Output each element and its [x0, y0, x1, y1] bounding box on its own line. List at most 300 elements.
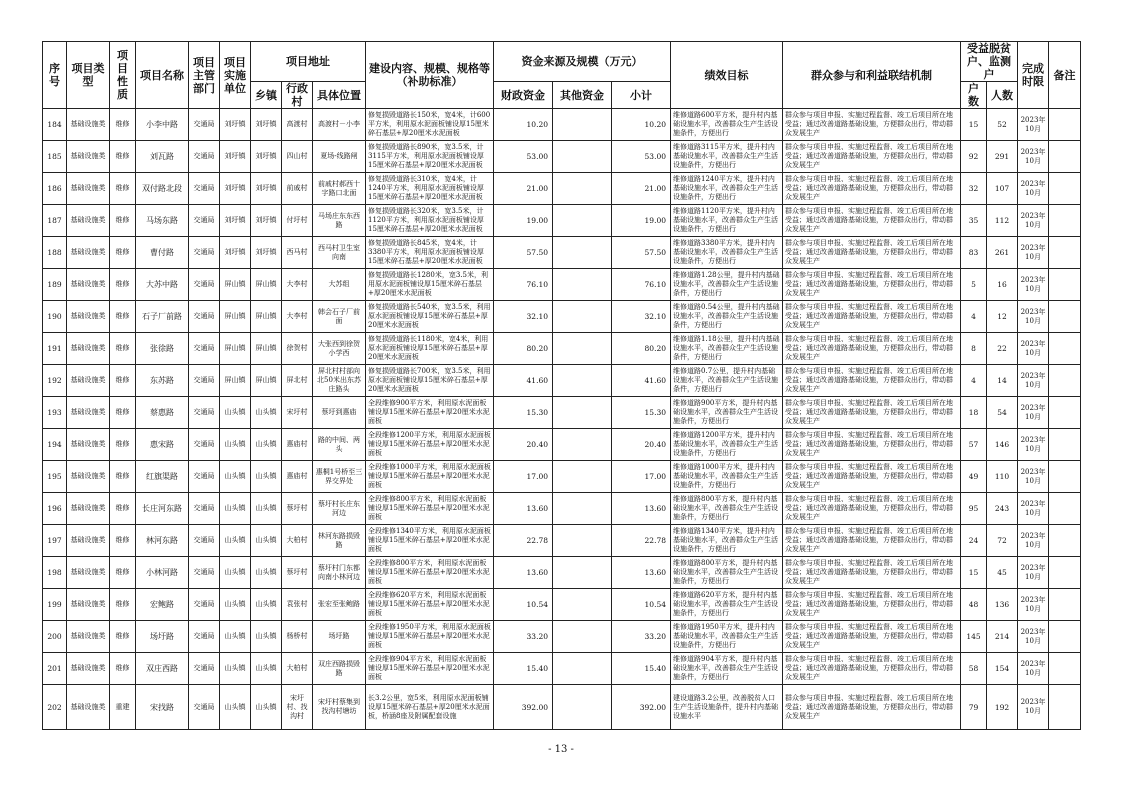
col-header-name: 项目名称 — [136, 42, 189, 109]
table-row — [43, 557, 1081, 589]
cell-location: 惠桐1号桥至三界交界处 — [313, 461, 366, 493]
cell-target: 维修道路1240平方米，提升村内基础设施水平，改善群众生产生活设施条件，方便出行 — [671, 173, 783, 205]
cell-content: 长3.2公里，宽5米，利用原水泥面板铺设厚15厘米碎石基层+厚20厘米水泥面板，桥涵8座及附属配套设施 — [366, 685, 494, 730]
cell-nature: 维修 — [110, 589, 136, 621]
col-header-nature: 项目性质 — [110, 42, 136, 109]
col-header-address: 项目地址 — [251, 42, 366, 82]
cell-town: 刘圩镇 — [251, 205, 282, 237]
cell-fiscal: 19.00 — [494, 205, 553, 237]
cell-type: 基础设施类 — [67, 205, 110, 237]
cell-households: 95 — [961, 493, 987, 525]
cell-persons: 45 — [987, 557, 1018, 589]
cell-households: 83 — [961, 237, 987, 269]
cell-remark — [1049, 557, 1081, 589]
cell-fiscal: 57.50 — [494, 237, 553, 269]
cell-dept: 交通局 — [189, 493, 220, 525]
cell-subtotal: 15.40 — [612, 653, 671, 685]
project-table — [42, 41, 1081, 730]
cell-households: 8 — [961, 333, 987, 365]
cell-deadline: 2023年10月 — [1018, 653, 1049, 685]
cell-dept: 交通局 — [189, 653, 220, 685]
cell-deadline: 2023年10月 — [1018, 269, 1049, 301]
cell-content: 全段维修1200平方米，利用原水泥面板铺设厚15厘米碎石基层+厚20厘米水泥面板 — [366, 429, 494, 461]
cell-village: 前戚村 — [282, 173, 313, 205]
cell-village: 袁张村 — [282, 589, 313, 621]
cell-village: 大柏村 — [282, 525, 313, 557]
cell-name: 东苏路 — [136, 365, 189, 397]
cell-nature: 维修 — [110, 493, 136, 525]
cell-remark — [1049, 141, 1081, 173]
cell-deadline: 2023年10月 — [1018, 173, 1049, 205]
cell-content: 全段维修1950平方米，利用原水泥面板铺设厚15厘米碎石基层+厚20厘米水泥面板 — [366, 621, 494, 653]
cell-seq: 196 — [43, 493, 67, 525]
cell-households: 79 — [961, 685, 987, 730]
cell-location: 韩会石子厂前面 — [313, 301, 366, 333]
cell-type: 基础设施类 — [67, 589, 110, 621]
cell-households: 145 — [961, 621, 987, 653]
cell-persons: 146 — [987, 429, 1018, 461]
cell-type: 基础设施类 — [67, 333, 110, 365]
table-row — [43, 205, 1081, 237]
cell-seq: 194 — [43, 429, 67, 461]
cell-other — [553, 205, 612, 237]
cell-fiscal: 32.10 — [494, 301, 553, 333]
cell-mechanism: 群众参与项目申报、实施过程监督、竣工后项目所在地受益；通过改善道路基础设施，方便群众出行，带动群众发展生产 — [783, 589, 961, 621]
cell-location: 蔡圩村门东都向南小林河边 — [313, 557, 366, 589]
cell-subtotal: 15.30 — [612, 397, 671, 429]
cell-name: 石子厂前路 — [136, 301, 189, 333]
cell-location: 场圩路 — [313, 621, 366, 653]
cell-seq: 191 — [43, 333, 67, 365]
cell-village: 蔡圩村 — [282, 493, 313, 525]
cell-fiscal: 17.00 — [494, 461, 553, 493]
cell-village: 惠庙村 — [282, 429, 313, 461]
cell-deadline: 2023年10月 — [1018, 301, 1049, 333]
cell-content: 全段维修1000平方米，利用原水泥面板铺设厚15厘米碎石基层+厚20厘米水泥面板 — [366, 461, 494, 493]
cell-mechanism: 群众参与项目申报、实施过程监督、竣工后项目所在地受益；通过改善道路基础设施，方便群众出行，带动群众发展生产 — [783, 429, 961, 461]
table-row — [43, 461, 1081, 493]
cell-village: 杨桥村 — [282, 621, 313, 653]
cell-households: 5 — [961, 269, 987, 301]
cell-fiscal: 22.78 — [494, 525, 553, 557]
cell-subtotal: 13.60 — [612, 493, 671, 525]
cell-fiscal: 15.40 — [494, 653, 553, 685]
cell-remark — [1049, 653, 1081, 685]
cell-village: 宋圩村、找沟村 — [282, 685, 313, 730]
col-header-subtotal: 小计 — [612, 82, 671, 109]
cell-nature: 重建 — [110, 685, 136, 730]
col-header-seq: 序号 — [43, 42, 67, 109]
cell-other — [553, 269, 612, 301]
cell-town: 山头镇 — [251, 653, 282, 685]
cell-nature: 维修 — [110, 173, 136, 205]
cell-dept: 交通局 — [189, 429, 220, 461]
col-header-deadline: 完成时限 — [1018, 42, 1049, 109]
cell-deadline: 2023年10月 — [1018, 141, 1049, 173]
cell-name: 宋找路 — [136, 685, 189, 730]
cell-name: 双庄西路 — [136, 653, 189, 685]
cell-persons: 136 — [987, 589, 1018, 621]
cell-target: 维修道路1.18公里，提升村内基础设施水平，改善群众生产生活设施条件，方便出行 — [671, 333, 783, 365]
cell-households: 24 — [961, 525, 987, 557]
cell-location: 大苏组 — [313, 269, 366, 301]
cell-subtotal: 32.10 — [612, 301, 671, 333]
cell-type: 基础设施类 — [67, 365, 110, 397]
cell-target: 维修道路900平方米，提升村内基础设施水平，改善群众生产生活设施条件，方便出行 — [671, 397, 783, 429]
cell-households: 4 — [961, 301, 987, 333]
cell-nature: 维修 — [110, 109, 136, 141]
cell-other — [553, 557, 612, 589]
cell-type: 基础设施类 — [67, 237, 110, 269]
cell-town: 山头镇 — [251, 557, 282, 589]
cell-seq: 186 — [43, 173, 67, 205]
cell-remark — [1049, 333, 1081, 365]
cell-mechanism: 群众参与项目申报、实施过程监督、竣工后项目所在地受益；通过改善道路基础设施，方便群众出行，带动群众发展生产 — [783, 397, 961, 429]
cell-remark — [1049, 525, 1081, 557]
cell-remark — [1049, 237, 1081, 269]
cell-other — [553, 141, 612, 173]
cell-location: 蔡圩村长庄东河边 — [313, 493, 366, 525]
cell-other — [553, 237, 612, 269]
col-header-mechanism: 群众参与和利益联结机制 — [783, 42, 961, 109]
cell-target: 维修道路1120平方米，提升村内基础设施水平，改善群众生产生活设施条件，方便出行 — [671, 205, 783, 237]
cell-nature: 维修 — [110, 429, 136, 461]
cell-impl: 刘圩镇 — [220, 173, 251, 205]
cell-households: 4 — [961, 365, 987, 397]
cell-content: 修复损毁道路长320米，宽3.5米，计1120平方米，利用原水泥面板铺设厚15厘米碎石基层+厚20厘米水泥面板 — [366, 205, 494, 237]
cell-deadline: 2023年10月 — [1018, 429, 1049, 461]
cell-impl: 山头镇 — [220, 525, 251, 557]
cell-mechanism: 群众参与项目申报、实施过程监督、竣工后项目所在地受益；通过改善道路基础设施，方便群众出行，带动群众发展生产 — [783, 493, 961, 525]
cell-seq: 193 — [43, 397, 67, 429]
cell-target: 维修道路620平方米，提升村内基础设施水平，改善群众生产生活设施条件，方便出行 — [671, 589, 783, 621]
cell-other — [553, 173, 612, 205]
cell-target: 维修道路0.7公里，提升村内基础设施水平，改善群众生产生活设施条件，方便出行 — [671, 365, 783, 397]
cell-subtotal: 10.54 — [612, 589, 671, 621]
cell-persons: 192 — [987, 685, 1018, 730]
cell-impl: 山头镇 — [220, 589, 251, 621]
cell-village: 四山村 — [282, 141, 313, 173]
table-row — [43, 109, 1081, 141]
cell-remark — [1049, 493, 1081, 525]
cell-nature: 维修 — [110, 141, 136, 173]
cell-remark — [1049, 301, 1081, 333]
col-header-village: 行政村 — [282, 82, 313, 109]
cell-seq: 202 — [43, 685, 67, 730]
cell-mechanism: 群众参与项目申报、实施过程监督、竣工后项目所在地受益；通过改善道路基础设施，方便群众出行，带动群众发展生产 — [783, 685, 961, 730]
cell-type: 基础设施类 — [67, 653, 110, 685]
cell-seq: 188 — [43, 237, 67, 269]
cell-content: 修复损毁道路长540米，宽3.5米，利用原水泥面板铺设厚15厘米碎石基层+厚20厘米水泥面板 — [366, 301, 494, 333]
cell-nature: 维修 — [110, 397, 136, 429]
cell-remark — [1049, 397, 1081, 429]
cell-households: 49 — [961, 461, 987, 493]
cell-persons: 52 — [987, 109, 1018, 141]
cell-subtotal: 392.00 — [612, 685, 671, 730]
cell-subtotal: 57.50 — [612, 237, 671, 269]
cell-location: 双庄西路损毁路 — [313, 653, 366, 685]
cell-deadline: 2023年10月 — [1018, 397, 1049, 429]
cell-fiscal: 13.60 — [494, 493, 553, 525]
cell-subtotal: 76.10 — [612, 269, 671, 301]
cell-persons: 16 — [987, 269, 1018, 301]
col-header-other: 其他资金 — [553, 82, 612, 109]
cell-deadline: 2023年10月 — [1018, 557, 1049, 589]
col-header-beneficiary: 受益脱贫户、监测户 — [961, 42, 1018, 82]
cell-dept: 交通局 — [189, 621, 220, 653]
col-header-persons: 人数 — [987, 82, 1018, 109]
col-header-dept: 项目主管部门 — [189, 42, 220, 109]
cell-town: 山头镇 — [251, 429, 282, 461]
cell-remark — [1049, 685, 1081, 730]
cell-content: 修复损毁道路长150米，宽4米，计600平方米，利用原水泥面板铺设厚15厘米碎石基层+厚20厘米水泥面板 — [366, 109, 494, 141]
cell-deadline: 2023年10月 — [1018, 333, 1049, 365]
cell-dept: 交通局 — [189, 269, 220, 301]
cell-impl: 山头镇 — [220, 685, 251, 730]
cell-impl: 刘圩镇 — [220, 141, 251, 173]
cell-town: 山头镇 — [251, 461, 282, 493]
cell-persons: 72 — [987, 525, 1018, 557]
cell-subtotal: 41.60 — [612, 365, 671, 397]
table-row — [43, 653, 1081, 685]
cell-nature: 维修 — [110, 525, 136, 557]
cell-location: 林河东路损毁路 — [313, 525, 366, 557]
cell-nature: 维修 — [110, 301, 136, 333]
cell-mechanism: 群众参与项目申报、实施过程监督、竣工后项目所在地受益；通过改善道路基础设施，方便群众出行，带动群众发展生产 — [783, 653, 961, 685]
cell-nature: 维修 — [110, 365, 136, 397]
cell-name: 张徐路 — [136, 333, 189, 365]
table-row — [43, 333, 1081, 365]
cell-remark — [1049, 269, 1081, 301]
cell-town: 山头镇 — [251, 589, 282, 621]
cell-town: 刘圩镇 — [251, 173, 282, 205]
cell-target: 维修道路1000平方米，提升村内基础设施水平，改善群众生产生活设施条件，方便出行 — [671, 461, 783, 493]
cell-mechanism: 群众参与项目申报、实施过程监督、竣工后项目所在地受益；通过改善道路基础设施，方便群众出行，带动群众发展生产 — [783, 301, 961, 333]
cell-persons: 261 — [987, 237, 1018, 269]
cell-content: 修复损毁道路长845米，宽4米，计3380平方米，利用原水泥面板铺设厚15厘米碎石基层+厚20厘米水泥面板 — [366, 237, 494, 269]
cell-remark — [1049, 461, 1081, 493]
cell-persons: 243 — [987, 493, 1018, 525]
cell-subtotal: 17.00 — [612, 461, 671, 493]
cell-impl: 山头镇 — [220, 557, 251, 589]
cell-subtotal: 10.20 — [612, 109, 671, 141]
cell-target: 维修道路1340平方米，提升村内基础设施水平，改善群众生产生活设施条件，方便出行 — [671, 525, 783, 557]
cell-subtotal: 53.00 — [612, 141, 671, 173]
cell-subtotal: 33.20 — [612, 621, 671, 653]
cell-dept: 交通局 — [189, 141, 220, 173]
cell-village: 徐贺村 — [282, 333, 313, 365]
cell-dept: 交通局 — [189, 109, 220, 141]
cell-impl: 刘圩镇 — [220, 109, 251, 141]
cell-target: 维修道路904平方米，提升村内基础设施水平，改善群众生产生活设施条件，方便出行 — [671, 653, 783, 685]
cell-village: 大李村 — [282, 269, 313, 301]
cell-village: 高渡村 — [282, 109, 313, 141]
cell-fiscal: 80.20 — [494, 333, 553, 365]
cell-impl: 山头镇 — [220, 461, 251, 493]
cell-nature: 维修 — [110, 461, 136, 493]
cell-type: 基础设施类 — [67, 269, 110, 301]
cell-seq: 198 — [43, 557, 67, 589]
cell-dept: 交通局 — [189, 397, 220, 429]
cell-remark — [1049, 621, 1081, 653]
cell-other — [553, 589, 612, 621]
cell-other — [553, 109, 612, 141]
cell-remark — [1049, 429, 1081, 461]
cell-persons: 22 — [987, 333, 1018, 365]
col-header-funds: 资金来源及规模（万元） — [494, 42, 671, 82]
table-row — [43, 621, 1081, 653]
cell-nature: 维修 — [110, 557, 136, 589]
cell-mechanism: 群众参与项目申报、实施过程监督、竣工后项目所在地受益；通过改善道路基础设施，方便群众出行，带动群众发展生产 — [783, 141, 961, 173]
cell-households: 15 — [961, 109, 987, 141]
cell-dept: 交通局 — [189, 333, 220, 365]
cell-seq: 187 — [43, 205, 67, 237]
cell-town: 山头镇 — [251, 493, 282, 525]
cell-village: 付圩村 — [282, 205, 313, 237]
cell-fiscal: 20.40 — [494, 429, 553, 461]
cell-type: 基础设施类 — [67, 429, 110, 461]
cell-other — [553, 653, 612, 685]
cell-type: 基础设施类 — [67, 493, 110, 525]
cell-deadline: 2023年10月 — [1018, 205, 1049, 237]
cell-remark — [1049, 173, 1081, 205]
cell-fiscal: 10.54 — [494, 589, 553, 621]
cell-location: 张宏至张鲍路 — [313, 589, 366, 621]
table-row — [43, 173, 1081, 205]
cell-target: 维修道路1950平方米，提升村内基础设施水平，改善群众生产生活设施条件，方便出行 — [671, 621, 783, 653]
cell-fiscal: 33.20 — [494, 621, 553, 653]
cell-content: 全段维修904平方米，利用原水泥面板铺设厚15厘米碎石基层+厚20厘米水泥面板 — [366, 653, 494, 685]
cell-town: 屏山镇 — [251, 365, 282, 397]
cell-subtotal: 22.78 — [612, 525, 671, 557]
cell-location: 大张西到徐贺小学西 — [313, 333, 366, 365]
cell-deadline: 2023年10月 — [1018, 109, 1049, 141]
cell-content: 修复损毁道路长1180米，宽4米，利用原水泥面板铺设厚15厘米碎石基层+厚20厘米水泥面板 — [366, 333, 494, 365]
cell-type: 基础设施类 — [67, 141, 110, 173]
cell-remark — [1049, 589, 1081, 621]
cell-persons: 14 — [987, 365, 1018, 397]
cell-other — [553, 429, 612, 461]
cell-type: 基础设施类 — [67, 397, 110, 429]
cell-content: 修复损毁道路长1280米，宽3.5米，利用原水泥面板铺设厚15厘米碎石基层+厚20厘米水泥面板 — [366, 269, 494, 301]
cell-mechanism: 群众参与项目申报、实施过程监督、竣工后项目所在地受益；通过改善道路基础设施，方便群众出行，带动群众发展生产 — [783, 365, 961, 397]
cell-target: 建设道路3.2公里，改善脱贫人口生产生活设施条件，提升村内基础设施水平 — [671, 685, 783, 730]
cell-deadline: 2023年10月 — [1018, 589, 1049, 621]
cell-location: 西马村卫生室向南 — [313, 237, 366, 269]
cell-town: 山头镇 — [251, 525, 282, 557]
cell-target: 维修道路800平方米，提升村内基础设施水平，改善群众生产生活设施条件，方便出行 — [671, 493, 783, 525]
col-header-location: 具体位置 — [313, 82, 366, 109]
cell-location: 屏北村村部向北50米出东苏庄路头 — [313, 365, 366, 397]
cell-mechanism: 群众参与项目申报、实施过程监督、竣工后项目所在地受益；通过改善道路基础设施，方便群众出行，带动群众发展生产 — [783, 237, 961, 269]
cell-mechanism: 群众参与项目申报、实施过程监督、竣工后项目所在地受益；通过改善道路基础设施，方便群众出行，带动群众发展生产 — [783, 173, 961, 205]
cell-seq: 197 — [43, 525, 67, 557]
cell-content: 修复损毁道路长890米，宽3.5米，计3115平方米，利用原水泥面板铺设厚15厘米碎石基层+厚20厘米水泥面板 — [366, 141, 494, 173]
cell-other — [553, 365, 612, 397]
cell-type: 基础设施类 — [67, 525, 110, 557]
cell-mechanism: 群众参与项目申报、实施过程监督、竣工后项目所在地受益；通过改善道路基础设施，方便群众出行，带动群众发展生产 — [783, 333, 961, 365]
col-header-type: 项目类型 — [67, 42, 110, 109]
cell-impl: 刘圩镇 — [220, 205, 251, 237]
table-row — [43, 141, 1081, 173]
col-header-remark: 备注 — [1049, 42, 1081, 109]
cell-dept: 交通局 — [189, 301, 220, 333]
cell-town: 屏山镇 — [251, 269, 282, 301]
cell-households: 92 — [961, 141, 987, 173]
cell-type: 基础设施类 — [67, 173, 110, 205]
cell-name: 长庄河东路 — [136, 493, 189, 525]
cell-dept: 交通局 — [189, 525, 220, 557]
cell-name: 场圩路 — [136, 621, 189, 653]
cell-mechanism: 群众参与项目申报、实施过程监督、竣工后项目所在地受益；通过改善道路基础设施，方便群众出行，带动群众发展生产 — [783, 525, 961, 557]
col-header-fiscal: 财政资金 — [494, 82, 553, 109]
col-header-impl: 项目实施单位 — [220, 42, 251, 109]
cell-impl: 刘圩镇 — [220, 237, 251, 269]
table-row — [43, 397, 1081, 429]
cell-other — [553, 333, 612, 365]
cell-name: 曹付路 — [136, 237, 189, 269]
cell-households: 15 — [961, 557, 987, 589]
cell-remark — [1049, 365, 1081, 397]
cell-households: 35 — [961, 205, 987, 237]
cell-name: 马场东路 — [136, 205, 189, 237]
cell-dept: 交通局 — [189, 461, 220, 493]
cell-name: 刘瓦路 — [136, 141, 189, 173]
cell-seq: 195 — [43, 461, 67, 493]
table-row — [43, 301, 1081, 333]
cell-remark — [1049, 109, 1081, 141]
cell-subtotal: 80.20 — [612, 333, 671, 365]
cell-dept: 交通局 — [189, 557, 220, 589]
cell-dept: 交通局 — [189, 205, 220, 237]
cell-content: 修复损毁道路长700米，宽3.5米，利用原水泥面板铺设厚15厘米碎石基层+厚20厘米水泥面板 — [366, 365, 494, 397]
cell-target: 维修道路1.28公里，提升村内基础设施水平，改善群众生产生活设施条件，方便出行 — [671, 269, 783, 301]
cell-fiscal: 392.00 — [494, 685, 553, 730]
cell-content: 全段维修1340平方米，利用原水泥面板铺设厚15厘米碎石基层+厚20厘米水泥面板 — [366, 525, 494, 557]
cell-other — [553, 493, 612, 525]
cell-nature: 维修 — [110, 237, 136, 269]
table-body — [43, 109, 1081, 730]
cell-remark — [1049, 205, 1081, 237]
cell-type: 基础设施类 — [67, 461, 110, 493]
cell-fiscal: 76.10 — [494, 269, 553, 301]
table-row — [43, 589, 1081, 621]
cell-nature: 维修 — [110, 269, 136, 301]
table-row — [43, 365, 1081, 397]
cell-location: 蔡圩到惠庙 — [313, 397, 366, 429]
cell-seq: 199 — [43, 589, 67, 621]
cell-target: 维修道路3380平方米，提升村内基础设施水平，改善群众生产生活设施条件，方便出行 — [671, 237, 783, 269]
cell-village: 大李村 — [282, 301, 313, 333]
cell-other — [553, 397, 612, 429]
cell-dept: 交通局 — [189, 173, 220, 205]
cell-fiscal: 41.60 — [494, 365, 553, 397]
cell-mechanism: 群众参与项目申报、实施过程监督、竣工后项目所在地受益；通过改善道路基础设施，方便群众出行，带动群众发展生产 — [783, 621, 961, 653]
table-row — [43, 525, 1081, 557]
cell-type: 基础设施类 — [67, 109, 110, 141]
cell-nature: 维修 — [110, 621, 136, 653]
cell-content: 全段维修900平方米，利用原水泥面板铺设厚15厘米碎石基层+厚20厘米水泥面板 — [366, 397, 494, 429]
cell-persons: 154 — [987, 653, 1018, 685]
cell-dept: 交通局 — [189, 685, 220, 730]
table-row — [43, 269, 1081, 301]
cell-persons: 291 — [987, 141, 1018, 173]
cell-other — [553, 685, 612, 730]
cell-seq: 200 — [43, 621, 67, 653]
cell-type: 基础设施类 — [67, 557, 110, 589]
cell-other — [553, 301, 612, 333]
page-number: - 13 - — [548, 744, 574, 755]
